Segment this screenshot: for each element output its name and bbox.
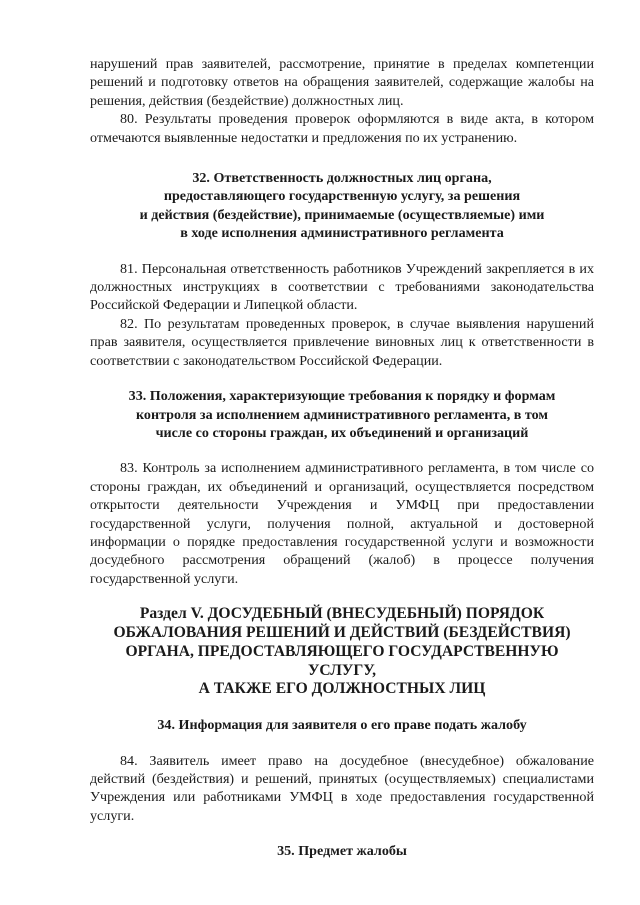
section-5-heading-line: Раздел V. ДОСУДЕБНЫЙ (ВНЕСУДЕБНЫЙ) ПОРЯДОК bbox=[139, 605, 545, 623]
heading-32-line: и действия (бездействие), принимаемые (осуществляемые) ими bbox=[139, 206, 545, 223]
heading-34: 34. Информация для заявителя о его праве подать жалобу bbox=[157, 717, 527, 734]
paragraph-82: 82. По результатам проведенных проверок, в случае выявления нарушений прав заявителя, осуществляется привлечение виновных лиц к ответственности в соответствии с законодательством Российской Федерации. bbox=[90, 315, 594, 369]
paragraph-84: 84. Заявитель имеет право на досудебное (внесудебное) обжалование действий (бездействия) и решений, принятых (осуществляемых) специалистами Учреждения или работниками УМФЦ в ходе предоставления государственной услуги. bbox=[90, 752, 594, 824]
heading-33-line: 33. Положения, характеризующие требования к порядку и формам bbox=[128, 388, 556, 405]
paragraph-continued: нарушений прав заявителей, рассмотрение, принятие в пределах компетенции решений и подготовку ответов на обращения заявителей, содержащие жалобы на решения, действия (бездействие) должностных лиц. bbox=[90, 56, 594, 109]
heading-33-line: числе со стороны граждан, их объединений и организаций bbox=[155, 424, 529, 441]
section-5-heading bbox=[90, 605, 594, 699]
section-5-heading-line: А ТАКЖЕ ЕГО ДОЛЖНОСТНЫХ ЛИЦ bbox=[198, 680, 486, 698]
heading-33-line: контроля за исполнением административного регламента, в том bbox=[135, 406, 549, 423]
section-5-heading-line: ОРГАНА, ПРЕДОСТАВЛЯЮЩЕГО ГОСУДАРСТВЕННУЮ УСЛУГУ, bbox=[125, 642, 559, 679]
heading-32 bbox=[90, 169, 594, 243]
heading-33 bbox=[90, 387, 594, 442]
heading-32-line: 32. Ответственность должностных лиц органа, bbox=[192, 170, 492, 187]
heading-35: 35. Предмет жалобы bbox=[277, 843, 407, 860]
heading-32-line: предоставляющего государственную услугу, за решения bbox=[163, 188, 521, 205]
heading-32-line: в ходе исполнения административного регламента bbox=[180, 225, 504, 242]
paragraph-83: 83. Контроль за исполнением административного регламента, в том числе со стороны граждан, их объединений и организаций, осуществляется посредством открытости деятельности Учреждения и УМФЦ при предоставлении государственной услуги, получения полной, актуальной и достоверной информации о порядке предоставления государственной услуги и возможности досудебного рассмотрения обращений (жалоб) в процессе получения государственной услуги. bbox=[90, 460, 594, 587]
paragraph-80: 80. Результаты проведения проверок оформляются в виде акта, в котором отмечаются выявленные недостатки и предложения по их устранению. bbox=[90, 111, 594, 146]
section-5-heading-line: ОБЖАЛОВАНИЯ РЕШЕНИЙ И ДЕЙСТВИЙ (БЕЗДЕЙСТВИЯ) bbox=[113, 623, 571, 641]
paragraph-81: 81. Персональная ответственность работников Учреждений закрепляется в их должностных инструкциях в соответствии с требованиями законодательства Российской Федерации и Липецкой области. bbox=[90, 260, 594, 314]
